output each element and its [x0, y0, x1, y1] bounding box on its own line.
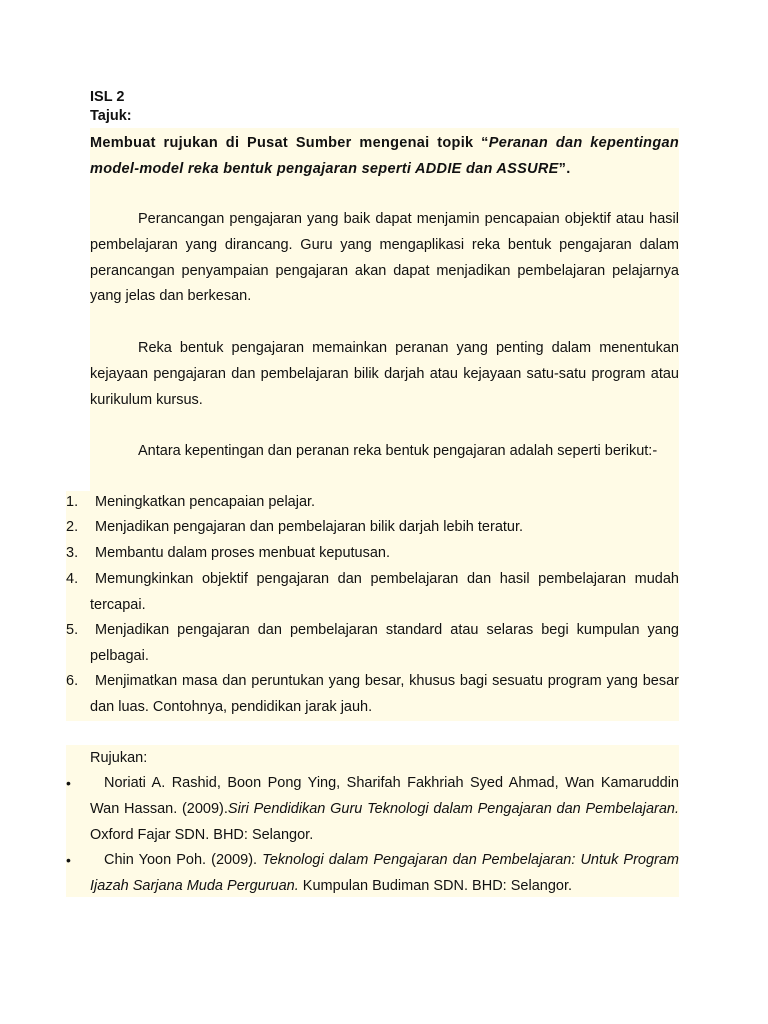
reference-publisher: Oxford Fajar SDN. BHD: Selangor. [90, 826, 314, 843]
reference-text [90, 848, 679, 900]
reference-authors: Noriati A. Rashid, Boon Pong Ying, Sharifah Fakhriah Syed Ahmad, Wan Kamaruddin Wan Hassan. (2009). [90, 775, 679, 817]
list-number: 3. [66, 545, 79, 561]
reference-title: Siri Pendidikan Guru Teknologi dalam Pengajaran dan Pembelajaran. [227, 800, 680, 817]
paragraph-2: Reka bentuk pengajaran memainkan peranan yang penting dalam menentukan kejayaan pengajaran dan pembelajaran bilik darjah atau kejayaan satu-satu program atau kurikulum kursus. [90, 340, 679, 408]
list-number: 2. [66, 519, 79, 535]
reference-title: Teknologi dalam Pengajaran dan Pembelajaran: Untuk Program Ijazah Sarjana Muda Perguruan. [90, 852, 679, 894]
list-text: Menjadikan pengajaran dan pembelajaran standard atau selaras begi kumpulan yang pelbagai. [90, 622, 679, 664]
title-topic: Peranan dan kepentingan model-model reka bentuk pengajaran seperti ADDIE dan ASSURE [90, 135, 680, 177]
references-label: Rujukan: [90, 750, 148, 766]
paragraph-1: Perancangan pengajaran yang baik dapat menjamin pencapaian objektif atau hasil pembelajaran yang dirancang. Guru yang mengaplikasi reka bentuk pengajaran dalam perancangan penyampaian pengajaran akan dapat menjadikan pembelajaran pelajarnya yang jelas dan berkesan. [90, 211, 679, 305]
paragraph-3: Antara kepentingan dan peranan reka bentuk pengajaran adalah seperti berikut:- [138, 443, 658, 459]
list-text: Menjadikan pengajaran dan pembelajaran bilik darjah lebih teratur. [95, 519, 524, 535]
reference-text [90, 771, 679, 848]
list-text: Membantu dalam proses menbuat keputusan. [95, 545, 391, 561]
doc-code: ISL 2 [90, 89, 125, 105]
bullet-icon: • [66, 852, 71, 868]
list-text: Meningkatkan pencapaian pelajar. [95, 494, 316, 510]
bullet-icon: • [66, 775, 71, 791]
list-text: Menjimatkan masa dan peruntukan yang besar, khusus bagi sesuatu program yang besar dan luas. Contohnya, pendidikan jarak jauh. [90, 673, 679, 715]
reference-authors: Chin Yoon Poh. (2009). [104, 852, 263, 868]
title [90, 131, 679, 183]
list-number: 4. [66, 571, 79, 587]
list-number: 5. [66, 622, 79, 638]
title-tail: ”. [558, 160, 571, 177]
list-number: 6. [66, 673, 79, 689]
title-lead: Membuat rujukan di Pusat Sumber mengenai topik “ [90, 135, 489, 151]
list-number: 1. [66, 494, 79, 510]
list-text: Memungkinkan objektif pengajaran dan pembelajaran dan hasil pembelajaran mudah tercapai. [90, 571, 679, 613]
tajuk-label: Tajuk: [90, 108, 132, 124]
reference-publisher: Kumpulan Budiman SDN. BHD: Selangor. [298, 877, 573, 894]
